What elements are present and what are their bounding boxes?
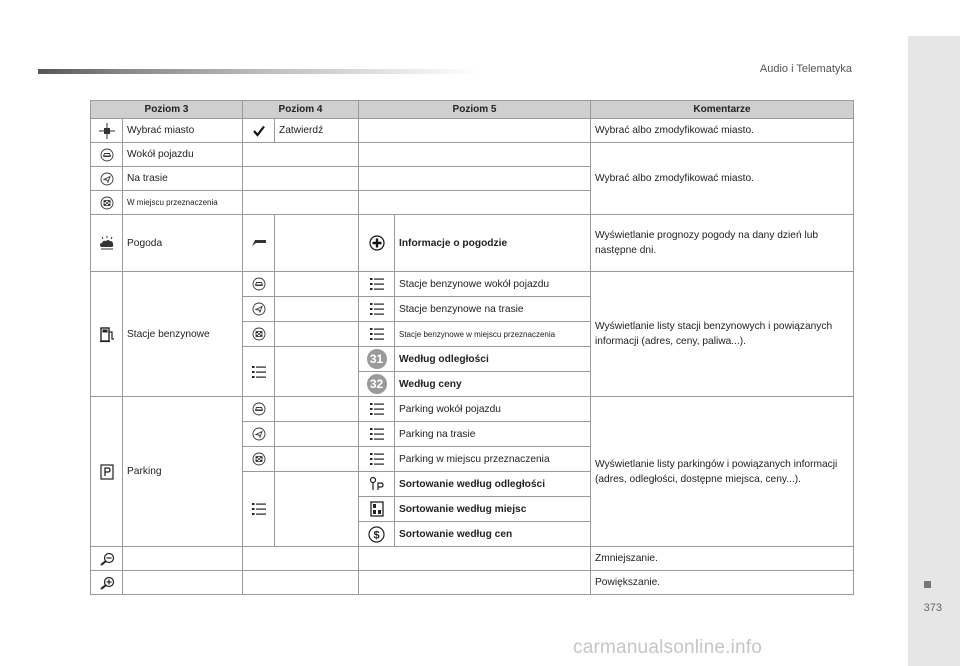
parking-around-label: Parking wokół pojazdu bbox=[395, 397, 591, 422]
header-bar bbox=[38, 69, 478, 74]
table-row bbox=[91, 571, 854, 595]
parking-destination-label: Parking w miejscu przeznaczenia bbox=[395, 447, 591, 472]
callout-badge: 32 bbox=[367, 374, 387, 394]
route-comment: Wybrać albo zmodyfikować miasto. bbox=[591, 143, 854, 215]
fuel-stations-comment: Wyświetlanie listy stacji benzynowych i powiązanych informacji (adres, ceny, paliwa...). bbox=[591, 272, 854, 397]
page-header-title: Audio i Telematyka bbox=[759, 63, 852, 75]
destination-flag-icon bbox=[91, 191, 123, 215]
route-icon bbox=[243, 422, 275, 447]
list-icon bbox=[243, 472, 275, 547]
list-icon bbox=[359, 272, 395, 297]
sort-by-distance-label: Sortowanie według odległości bbox=[395, 472, 591, 497]
weather-comment: Wyświetlanie prognozy pogody na dany dzień lub następne dni. bbox=[591, 215, 854, 272]
list-icon bbox=[359, 322, 395, 347]
around-vehicle-label: Wokół pojazdu bbox=[123, 143, 243, 167]
table-row bbox=[91, 272, 854, 297]
at-destination-label: W miejscu przeznaczenia bbox=[123, 191, 243, 215]
list-icon bbox=[243, 347, 275, 397]
on-route-label: Na trasie bbox=[123, 167, 243, 191]
zoom-in-icon bbox=[91, 571, 123, 595]
confirm-label: Zatwierdź bbox=[275, 119, 359, 143]
city-target-icon bbox=[91, 119, 123, 143]
route-icon bbox=[243, 297, 275, 322]
checkmark-icon bbox=[243, 119, 275, 143]
header-comments: Komentarze bbox=[591, 101, 854, 119]
by-price-label: Według ceny bbox=[395, 372, 591, 397]
list-icon bbox=[359, 447, 395, 472]
sort-by-price-label: Sortowanie według cen bbox=[395, 522, 591, 547]
fuel-stations-label: Stacje benzynowe bbox=[123, 272, 243, 397]
svg-text:$: $ bbox=[373, 529, 380, 541]
table-row bbox=[91, 547, 854, 571]
list-icon bbox=[359, 297, 395, 322]
zoom-out-comment: Zmniejszanie. bbox=[591, 547, 854, 571]
by-distance-label: Według odległości bbox=[395, 347, 591, 372]
watermark: carmanualsonline.info bbox=[573, 637, 763, 658]
destination-flag-icon bbox=[243, 322, 275, 347]
weather-info-label: Informacje o pogodzie bbox=[395, 215, 591, 272]
destination-flag-icon bbox=[243, 447, 275, 472]
weather-label: Pogoda bbox=[123, 215, 243, 272]
select-city-label: Wybrać miasto bbox=[123, 119, 243, 143]
around-car-icon bbox=[91, 143, 123, 167]
table-row bbox=[91, 119, 854, 143]
menu-table bbox=[90, 100, 854, 595]
page-number: 373 bbox=[923, 602, 942, 614]
parking-spaces-icon bbox=[359, 497, 395, 522]
dollar-icon bbox=[359, 522, 395, 547]
section-marker bbox=[924, 581, 931, 588]
table-row bbox=[91, 397, 854, 422]
parking-label: Parking bbox=[123, 397, 243, 547]
weather-toggle-icon bbox=[243, 215, 275, 272]
list-icon bbox=[359, 397, 395, 422]
fuel-around-label: Stacje benzynowe wokół pojazdu bbox=[395, 272, 591, 297]
route-icon bbox=[91, 167, 123, 191]
table-header-row bbox=[91, 101, 854, 119]
parking-icon bbox=[91, 397, 123, 547]
list-icon bbox=[359, 422, 395, 447]
header-level3: Poziom 3 bbox=[91, 101, 243, 119]
fuel-station-icon bbox=[91, 272, 123, 397]
fuel-destination-label: Stacje benzynowe w miejscu przeznaczenia bbox=[395, 322, 591, 347]
sort-by-spaces-label: Sortowanie według miejsc bbox=[395, 497, 591, 522]
header-level5: Poziom 5 bbox=[359, 101, 591, 119]
parking-distance-icon bbox=[359, 472, 395, 497]
parking-route-label: Parking na trasie bbox=[395, 422, 591, 447]
weather-icon bbox=[91, 215, 123, 272]
table-row bbox=[91, 143, 854, 167]
around-car-icon bbox=[243, 397, 275, 422]
fuel-route-label: Stacje benzynowe na trasie bbox=[395, 297, 591, 322]
side-strip bbox=[908, 36, 960, 666]
around-car-icon bbox=[243, 272, 275, 297]
zoom-in-comment: Powiększanie. bbox=[591, 571, 854, 595]
callout-badge: 31 bbox=[367, 349, 387, 369]
table-row bbox=[91, 215, 854, 272]
weather-info-icon bbox=[359, 215, 395, 272]
parking-comment: Wyświetlanie listy parkingów i powiązanych informacji (adres, odległości, dostępne miejsca, ceny...). bbox=[591, 397, 854, 547]
header-level4: Poziom 4 bbox=[243, 101, 359, 119]
select-city-comment: Wybrać albo zmodyfikować miasto. bbox=[591, 119, 854, 143]
zoom-out-icon bbox=[91, 547, 123, 571]
